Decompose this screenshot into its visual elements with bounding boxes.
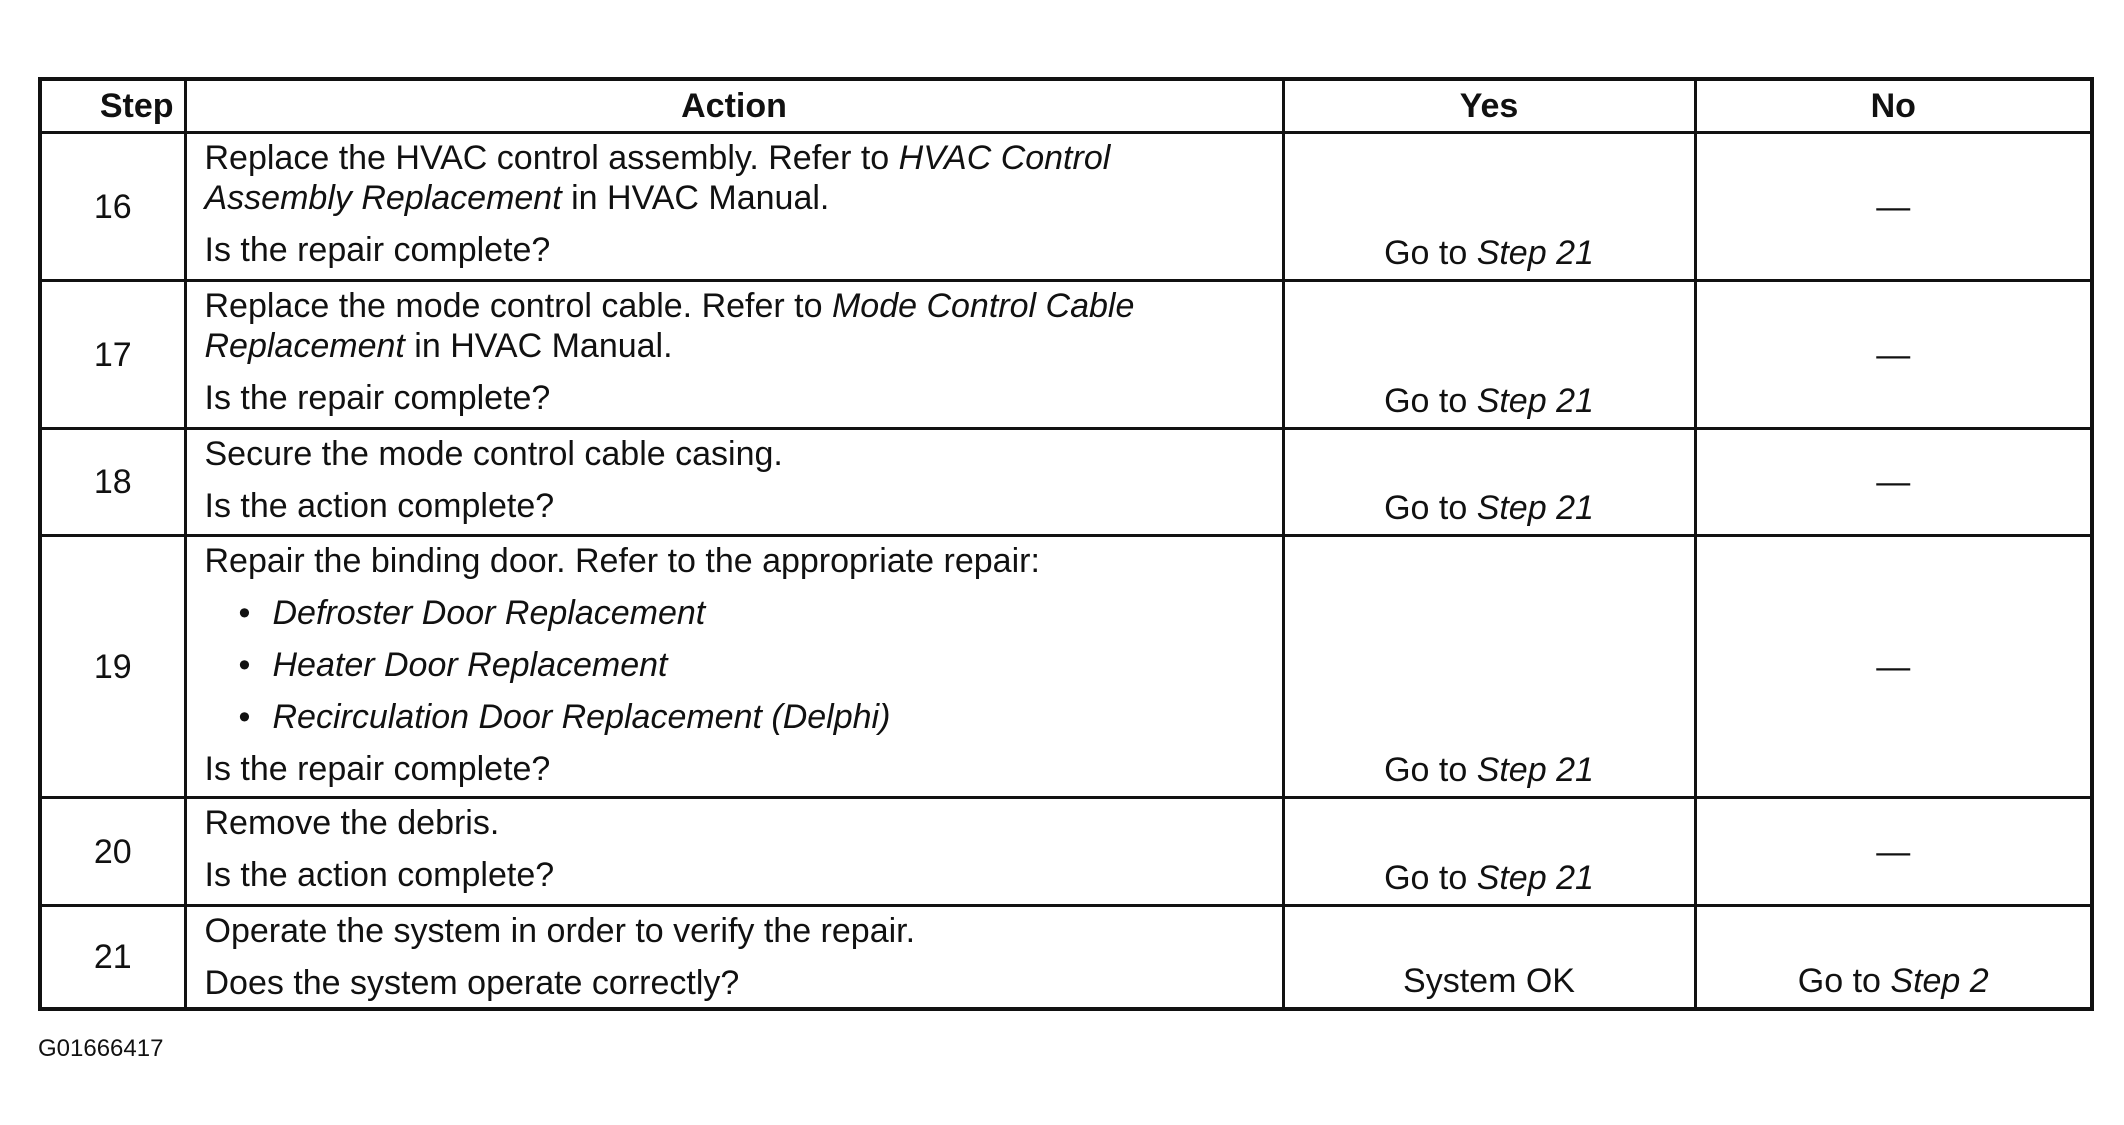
step-number: 20: [40, 798, 185, 906]
action-text: Secure the mode control cable casing.: [204, 435, 783, 473]
action-cell: [185, 906, 1283, 1010]
question-text: Is the repair complete?: [204, 379, 551, 417]
header-no: No: [1695, 79, 2092, 133]
manual-reference: HVAC Control Assembly Replacement: [204, 139, 1111, 217]
step-reference: Step 21: [1476, 859, 1594, 897]
action-text: Replace the HVAC control assembly. Refer to HVAC Control Assembly Replacement in HVAC Manual.: [204, 139, 1111, 217]
action-text: Remove the debris.: [204, 804, 500, 842]
header-step: Step: [40, 79, 185, 133]
step-number: 16: [40, 133, 185, 281]
table-header-row: [40, 79, 2092, 133]
header-yes: Yes: [1283, 79, 1695, 133]
no-cell: —: [1695, 429, 2092, 536]
action-cell: [185, 281, 1283, 429]
question-text: Is the action complete?: [204, 487, 555, 525]
action-text: Replace the mode control cable. Refer to Mode Control Cable Replacement in HVAC Manual.: [204, 287, 1135, 365]
yes-cell: Go to Step 21: [1283, 429, 1695, 536]
action-text: Operate the system in order to verify the repair.: [204, 912, 916, 950]
yes-cell: Go to Step 21: [1283, 536, 1695, 798]
bullet-icon: •: [238, 594, 251, 632]
action-cell: [185, 133, 1283, 281]
action-text: Repair the binding door. Refer to the appropriate repair:: [204, 542, 1040, 580]
table-row: [40, 429, 2092, 536]
step-number: 19: [40, 536, 185, 798]
step-number: 18: [40, 429, 185, 536]
table-row: [40, 536, 2092, 798]
action-cell: [185, 536, 1283, 798]
manual-reference: Mode Control Cable Replacement: [204, 287, 1135, 365]
yes-cell: Go to Step 21: [1283, 281, 1695, 429]
action-cell: [185, 429, 1283, 536]
bullet-icon: •: [238, 698, 251, 736]
list-item: • Recirculation Door Replacement (Delphi): [238, 698, 891, 736]
step-reference: Step 21: [1476, 751, 1594, 789]
question-text: Is the repair complete?: [204, 231, 551, 269]
question-text: Does the system operate correctly?: [204, 964, 740, 1002]
figure-id: G01666417: [38, 1035, 164, 1062]
question-text: Is the repair complete?: [204, 750, 551, 788]
question-text: Is the action complete?: [204, 856, 555, 894]
no-cell: Go to Step 2: [1695, 906, 2092, 1010]
yes-cell: System OK: [1283, 906, 1695, 1010]
diagnostic-table: [38, 77, 2094, 1011]
step-reference: Step 21: [1476, 489, 1594, 527]
list-item: • Defroster Door Replacement: [238, 594, 706, 632]
no-cell: —: [1695, 281, 2092, 429]
list-item: • Heater Door Replacement: [238, 646, 668, 684]
no-cell: —: [1695, 798, 2092, 906]
step-reference: Step 2: [1890, 962, 1989, 1000]
header-action: Action: [185, 79, 1283, 133]
bullet-icon: •: [238, 646, 251, 684]
table-row: [40, 906, 2092, 1010]
step-reference: Step 21: [1476, 234, 1594, 272]
table-row: [40, 281, 2092, 429]
action-cell: [185, 798, 1283, 906]
step-number: 17: [40, 281, 185, 429]
no-cell: —: [1695, 536, 2092, 798]
step-number: 21: [40, 906, 185, 1010]
table-row: [40, 133, 2092, 281]
no-cell: —: [1695, 133, 2092, 281]
yes-cell: Go to Step 21: [1283, 133, 1695, 281]
step-reference: Step 21: [1476, 382, 1594, 420]
table-row: [40, 798, 2092, 906]
yes-cell: Go to Step 21: [1283, 798, 1695, 906]
